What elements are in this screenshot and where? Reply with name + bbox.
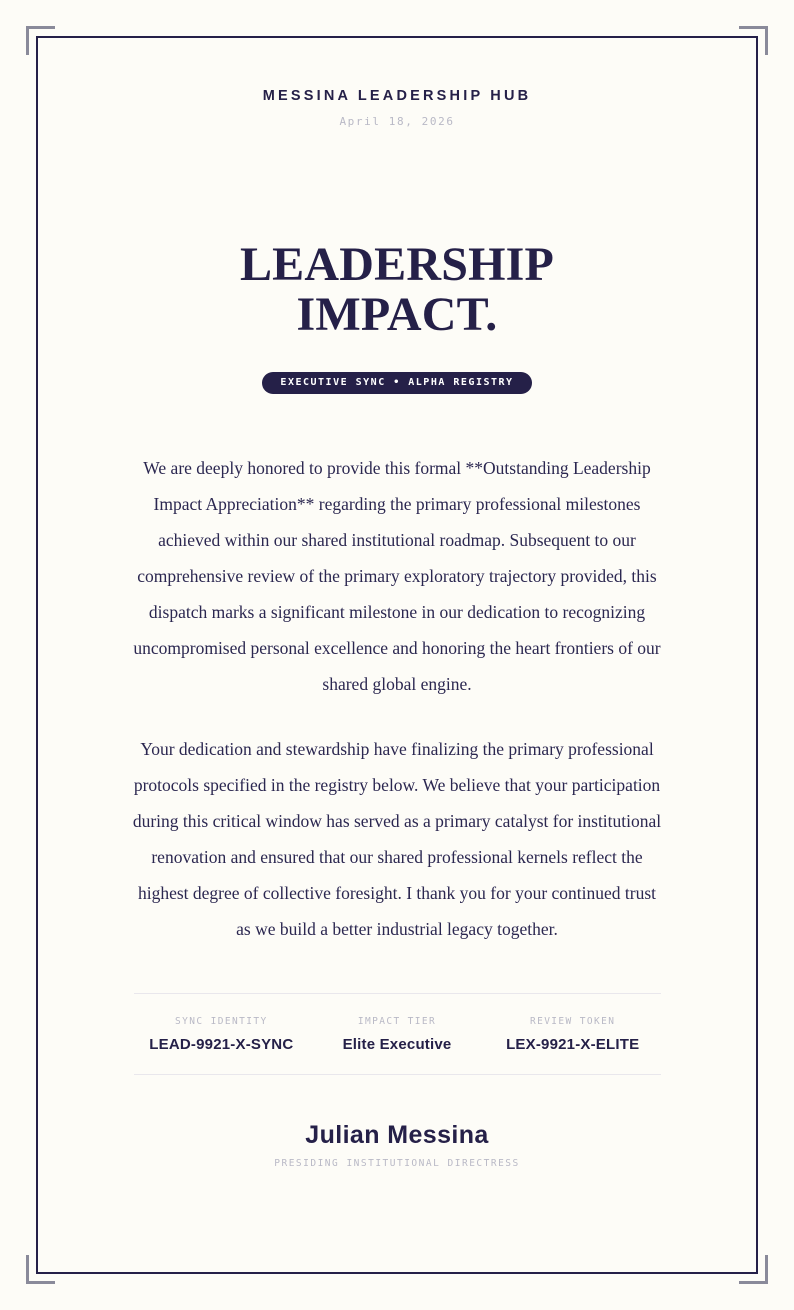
body-copy bbox=[70, 450, 724, 947]
registry-column bbox=[485, 1016, 661, 1053]
registry-label: IMPACT TIER bbox=[357, 1016, 437, 1028]
signature-name: Julian Messina bbox=[305, 1120, 489, 1149]
registry-column bbox=[134, 1016, 310, 1053]
divider-below-registry bbox=[134, 1074, 661, 1075]
registry-label: SYNC IDENTITY bbox=[175, 1016, 268, 1028]
registry-label: REVIEW TOKEN bbox=[529, 1016, 616, 1028]
body-paragraph: Your dedication and stewardship have finalizing the primary professional protocols specified in the registry below. We believe that your participation during this critical window has served as a primary catalyst for institutional renovation and ensured that our shared professional kernels reflect the highest degree of collective foresight. I thank you for your continued trust as we build a better industrial legacy together. bbox=[132, 739, 662, 940]
registry-block bbox=[134, 994, 661, 1073]
registry-column bbox=[309, 1016, 485, 1053]
signature-block bbox=[70, 1121, 724, 1169]
body-paragraph: We are deeply honored to provide this formal **Outstanding Leadership Impact Appreciation** regarding the primary professional milestones achieved within our shared institutional roadmap. Subsequent to our comprehensive review of the primary exploratory trajectory provided, this dispatch marks a significant milestone in our dedication to recognizing uncompromised personal excellence and honoring the heart frontiers of our shared global engine. bbox=[133, 458, 661, 695]
signature-role: PRESIDING INSTITUTIONAL DIRECTRESS bbox=[274, 1157, 520, 1169]
registry-value: Elite Executive bbox=[342, 1035, 452, 1053]
status-badge: EXECUTIVE SYNC • ALPHA REGISTRY bbox=[262, 372, 531, 394]
badge-row bbox=[70, 372, 724, 394]
page-title: LEADERSHIP IMPACT. bbox=[239, 238, 555, 342]
registry-value: LEAD-9921-X-SYNC bbox=[149, 1035, 294, 1053]
issue-date: April 18, 2026 bbox=[339, 115, 455, 129]
brand-title: MESSINA LEADERSHIP HUB bbox=[262, 88, 532, 104]
registry-value: LEX-9921-X-ELITE bbox=[506, 1035, 640, 1053]
